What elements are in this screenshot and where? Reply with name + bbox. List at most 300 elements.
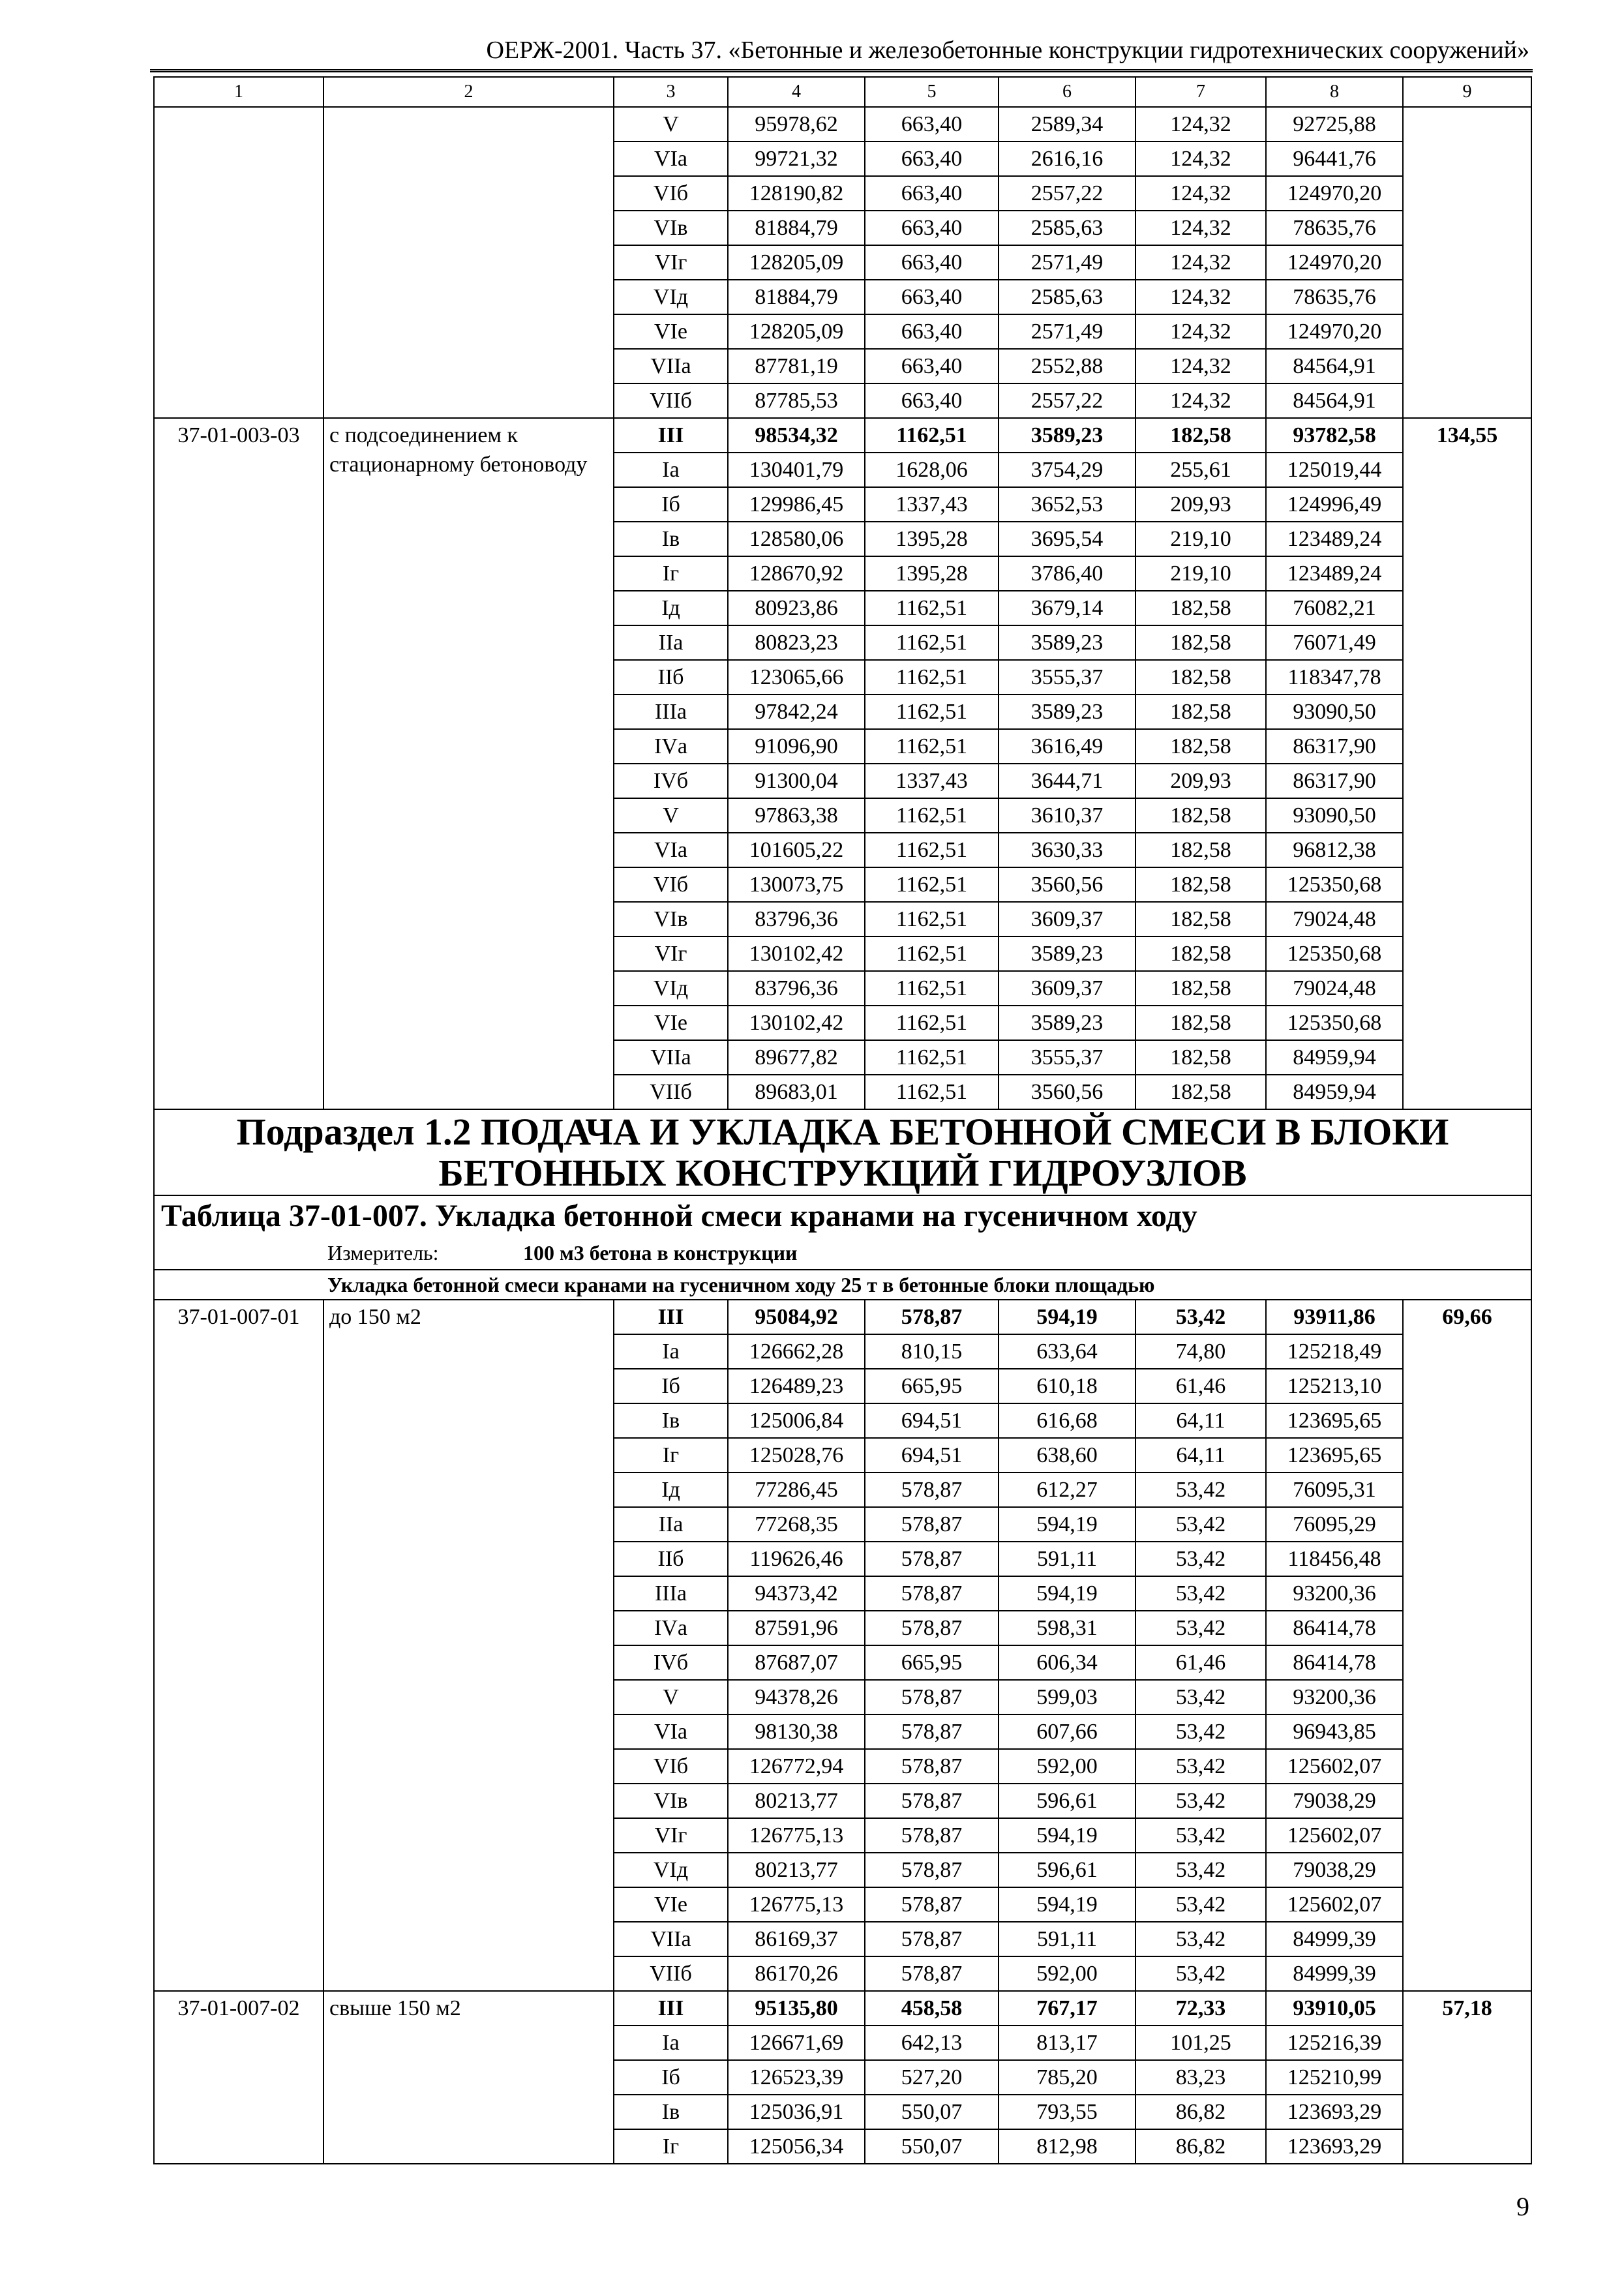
running-header: ОЕРЖ-2001. Часть 37. «Бетонные и железобетонные конструкции гидротехнических сооружений» bbox=[486, 37, 1529, 64]
value-cell: 125350,68 bbox=[1266, 867, 1403, 902]
value-cell: 86169,37 bbox=[728, 1922, 865, 1956]
item-code: 37-01-003-03 bbox=[154, 418, 323, 1109]
value-cell: 76095,29 bbox=[1266, 1507, 1403, 1542]
value-cell: 596,61 bbox=[999, 1784, 1135, 1818]
value-cell: 86317,90 bbox=[1266, 764, 1403, 798]
value-cell: 126489,23 bbox=[728, 1369, 865, 1403]
value-cell: 130073,75 bbox=[728, 867, 865, 902]
value-cell: 3589,23 bbox=[999, 418, 1135, 453]
value-cell: 89683,01 bbox=[728, 1075, 865, 1109]
value-cell: 93200,36 bbox=[1266, 1680, 1403, 1714]
table-row bbox=[154, 107, 1531, 142]
value-cell: 93090,50 bbox=[1266, 695, 1403, 729]
value-cell: 182,58 bbox=[1135, 660, 1266, 695]
value-cell: 1162,51 bbox=[865, 1006, 999, 1040]
value-cell: 578,87 bbox=[865, 1576, 999, 1611]
value-cell: 592,00 bbox=[999, 1956, 1135, 1991]
value-cell: 3609,37 bbox=[999, 971, 1135, 1006]
value-cell: 594,19 bbox=[999, 1300, 1135, 1334]
value-cell: 3555,37 bbox=[999, 1040, 1135, 1075]
value-cell: 76082,21 bbox=[1266, 591, 1403, 625]
value-cell: 182,58 bbox=[1135, 1040, 1266, 1075]
value-cell: 93911,86 bbox=[1266, 1300, 1403, 1334]
meter-line-row bbox=[154, 1236, 1531, 1270]
zone-cell: IIб bbox=[614, 660, 728, 695]
table-title-row bbox=[154, 1195, 1531, 1236]
value-cell: 84959,94 bbox=[1266, 1040, 1403, 1075]
zone-cell: III bbox=[614, 1991, 728, 2026]
value-cell: 79024,48 bbox=[1266, 971, 1403, 1006]
value-cell: 53,42 bbox=[1135, 1749, 1266, 1784]
value-cell: 78635,76 bbox=[1266, 211, 1403, 245]
value-cell: 182,58 bbox=[1135, 418, 1266, 453]
value-cell: 1162,51 bbox=[865, 867, 999, 902]
value-cell: 2616,16 bbox=[999, 142, 1135, 176]
value-cell: 578,87 bbox=[865, 1473, 999, 1507]
zone-cell: Iг bbox=[614, 2129, 728, 2164]
value-cell: 550,07 bbox=[865, 2129, 999, 2164]
column-number: 3 bbox=[614, 77, 728, 107]
zone-cell: VIа bbox=[614, 1714, 728, 1749]
value-cell: 87591,96 bbox=[728, 1611, 865, 1645]
value-cell: 812,98 bbox=[999, 2129, 1135, 2164]
value-cell: 2589,34 bbox=[999, 107, 1135, 142]
value-cell: 125006,84 bbox=[728, 1403, 865, 1438]
value-cell: 591,11 bbox=[999, 1542, 1135, 1576]
value-cell: 123489,24 bbox=[1266, 556, 1403, 591]
value-cell: 1162,51 bbox=[865, 936, 999, 971]
value-cell: 128205,09 bbox=[728, 314, 865, 349]
value-cell: 578,87 bbox=[865, 1714, 999, 1749]
value-cell: 663,40 bbox=[865, 383, 999, 418]
zone-cell: VIг bbox=[614, 936, 728, 971]
value-cell: 124,32 bbox=[1135, 176, 1266, 211]
zone-cell: VIIа bbox=[614, 1040, 728, 1075]
value-cell: 53,42 bbox=[1135, 1784, 1266, 1818]
value-cell: 1162,51 bbox=[865, 695, 999, 729]
value-cell: 124,32 bbox=[1135, 280, 1266, 314]
value-cell: 130102,42 bbox=[728, 1006, 865, 1040]
value-cell: 182,58 bbox=[1135, 591, 1266, 625]
value-cell: 642,13 bbox=[865, 2026, 999, 2060]
value-cell: 616,68 bbox=[999, 1403, 1135, 1438]
zone-cell: VIа bbox=[614, 142, 728, 176]
value-cell: 128205,09 bbox=[728, 245, 865, 280]
value-cell: 91300,04 bbox=[728, 764, 865, 798]
value-cell: 3754,29 bbox=[999, 453, 1135, 487]
value-cell: 594,19 bbox=[999, 1887, 1135, 1922]
value-cell: 3616,49 bbox=[999, 729, 1135, 764]
item-description bbox=[323, 107, 614, 418]
value-cell: 123489,24 bbox=[1266, 522, 1403, 556]
value-cell: 665,95 bbox=[865, 1369, 999, 1403]
value-cell: 81884,79 bbox=[728, 211, 865, 245]
value-cell: 97863,38 bbox=[728, 798, 865, 833]
item-code: 37-01-007-01 bbox=[154, 1300, 323, 1991]
zone-cell: IVа bbox=[614, 729, 728, 764]
value-cell: 578,87 bbox=[865, 1784, 999, 1818]
value-cell: 94373,42 bbox=[728, 1576, 865, 1611]
value-cell: 594,19 bbox=[999, 1576, 1135, 1611]
item-description: свыше 150 м2 bbox=[323, 1991, 614, 2164]
value-cell: 3630,33 bbox=[999, 833, 1135, 867]
value-cell: 53,42 bbox=[1135, 1576, 1266, 1611]
value-cell: 80823,23 bbox=[728, 625, 865, 660]
zone-cell: VIд bbox=[614, 971, 728, 1006]
value-cell: 578,87 bbox=[865, 1922, 999, 1956]
value-cell: 1162,51 bbox=[865, 660, 999, 695]
value-cell: 93910,05 bbox=[1266, 1991, 1403, 2026]
value-cell: 53,42 bbox=[1135, 1956, 1266, 1991]
value-cell: 124,32 bbox=[1135, 211, 1266, 245]
zone-cell: VIб bbox=[614, 1749, 728, 1784]
zone-cell: Iа bbox=[614, 453, 728, 487]
value-cell: 86,82 bbox=[1135, 2095, 1266, 2129]
value-cell: 1395,28 bbox=[865, 556, 999, 591]
value-cell: 130401,79 bbox=[728, 453, 865, 487]
section-title: Подраздел 1.2 ПОДАЧА И УКЛАДКА БЕТОННОЙ СМЕСИ В БЛОКИ БЕТОННЫХ КОНСТРУКЦИЙ ГИДРОУЗЛОВ bbox=[154, 1109, 1531, 1195]
value-cell: 182,58 bbox=[1135, 971, 1266, 1006]
zone-cell: Iг bbox=[614, 1438, 728, 1473]
zone-cell: IVб bbox=[614, 764, 728, 798]
page-number: 9 bbox=[1516, 2192, 1529, 2221]
value-cell: 578,87 bbox=[865, 1611, 999, 1645]
value-cell: 1162,51 bbox=[865, 1040, 999, 1075]
value-cell: 578,87 bbox=[865, 1300, 999, 1334]
value-cell: 1162,51 bbox=[865, 1075, 999, 1109]
value-cell: 2585,63 bbox=[999, 211, 1135, 245]
value-cell: 1162,51 bbox=[865, 625, 999, 660]
value-cell: 793,55 bbox=[999, 2095, 1135, 2129]
table-title: Таблица 37-01-007. Укладка бетонной смеси кранами на гусеничном ходу bbox=[154, 1195, 1531, 1236]
item-code: 37-01-007-02 bbox=[154, 1991, 323, 2164]
column-number: 6 bbox=[999, 77, 1135, 107]
value-cell: 123695,65 bbox=[1266, 1403, 1403, 1438]
value-cell: 96943,85 bbox=[1266, 1714, 1403, 1749]
value-cell: 458,58 bbox=[865, 1991, 999, 2026]
value-cell: 125602,07 bbox=[1266, 1749, 1403, 1784]
value-cell: 83796,36 bbox=[728, 902, 865, 936]
value-cell: 3555,37 bbox=[999, 660, 1135, 695]
value-cell: 1395,28 bbox=[865, 522, 999, 556]
value-cell: 578,87 bbox=[865, 1680, 999, 1714]
value-cell: 182,58 bbox=[1135, 1006, 1266, 1040]
value-cell: 1337,43 bbox=[865, 764, 999, 798]
value-cell: 77286,45 bbox=[728, 1473, 865, 1507]
value-cell: 96441,76 bbox=[1266, 142, 1403, 176]
value-cell: 125350,68 bbox=[1266, 936, 1403, 971]
value-cell: 124970,20 bbox=[1266, 245, 1403, 280]
value-cell: 598,31 bbox=[999, 1611, 1135, 1645]
labor-cost-cell: 69,66 bbox=[1403, 1300, 1531, 1991]
column-number: 8 bbox=[1266, 77, 1403, 107]
value-cell: 665,95 bbox=[865, 1645, 999, 1680]
zone-cell: VIе bbox=[614, 1006, 728, 1040]
value-cell: 596,61 bbox=[999, 1853, 1135, 1887]
zone-cell: Iб bbox=[614, 487, 728, 522]
value-cell: 124970,20 bbox=[1266, 314, 1403, 349]
value-cell: 578,87 bbox=[865, 1749, 999, 1784]
value-cell: 53,42 bbox=[1135, 1887, 1266, 1922]
value-cell: 785,20 bbox=[999, 2060, 1135, 2095]
value-cell: 93090,50 bbox=[1266, 798, 1403, 833]
labor-cost-cell bbox=[1403, 107, 1531, 418]
value-cell: 3679,14 bbox=[999, 591, 1135, 625]
value-cell: 2557,22 bbox=[999, 383, 1135, 418]
value-cell: 124,32 bbox=[1135, 107, 1266, 142]
value-cell: 95135,80 bbox=[728, 1991, 865, 2026]
value-cell: 3560,56 bbox=[999, 1075, 1135, 1109]
value-cell: 125350,68 bbox=[1266, 1006, 1403, 1040]
zone-cell: VIб bbox=[614, 867, 728, 902]
value-cell: 612,27 bbox=[999, 1473, 1135, 1507]
column-number: 1 bbox=[154, 77, 323, 107]
value-cell: 53,42 bbox=[1135, 1680, 1266, 1714]
value-cell: 578,87 bbox=[865, 1818, 999, 1853]
value-cell: 663,40 bbox=[865, 107, 999, 142]
value-cell: 813,17 bbox=[999, 2026, 1135, 2060]
value-cell: 79038,29 bbox=[1266, 1784, 1403, 1818]
value-cell: 83,23 bbox=[1135, 2060, 1266, 2095]
value-cell: 578,87 bbox=[865, 1887, 999, 1922]
value-cell: 84959,94 bbox=[1266, 1075, 1403, 1109]
value-cell: 578,87 bbox=[865, 1956, 999, 1991]
zone-cell: IVб bbox=[614, 1645, 728, 1680]
value-cell: 101,25 bbox=[1135, 2026, 1266, 2060]
value-cell: 810,15 bbox=[865, 1334, 999, 1369]
value-cell: 663,40 bbox=[865, 211, 999, 245]
value-cell: 87687,07 bbox=[728, 1645, 865, 1680]
value-cell: 182,58 bbox=[1135, 798, 1266, 833]
value-cell: 86414,78 bbox=[1266, 1645, 1403, 1680]
zone-cell: IIа bbox=[614, 1507, 728, 1542]
value-cell: 94378,26 bbox=[728, 1680, 865, 1714]
value-cell: 124996,49 bbox=[1266, 487, 1403, 522]
zone-cell: VIIа bbox=[614, 349, 728, 383]
value-cell: 663,40 bbox=[865, 176, 999, 211]
value-cell: 53,42 bbox=[1135, 1473, 1266, 1507]
value-cell: 97842,24 bbox=[728, 695, 865, 729]
column-number: 5 bbox=[865, 77, 999, 107]
column-number: 7 bbox=[1135, 77, 1266, 107]
value-cell: 128580,06 bbox=[728, 522, 865, 556]
value-cell: 125028,76 bbox=[728, 1438, 865, 1473]
value-cell: 125056,34 bbox=[728, 2129, 865, 2164]
zone-cell: VIд bbox=[614, 1853, 728, 1887]
value-cell: 527,20 bbox=[865, 2060, 999, 2095]
value-cell: 550,07 bbox=[865, 2095, 999, 2129]
zone-cell: VIIб bbox=[614, 1075, 728, 1109]
value-cell: 84999,39 bbox=[1266, 1922, 1403, 1956]
value-cell: 594,19 bbox=[999, 1818, 1135, 1853]
value-cell: 694,51 bbox=[865, 1438, 999, 1473]
value-cell: 182,58 bbox=[1135, 729, 1266, 764]
value-cell: 3695,54 bbox=[999, 522, 1135, 556]
value-cell: 101605,22 bbox=[728, 833, 865, 867]
zone-cell: IIIа bbox=[614, 695, 728, 729]
value-cell: 182,58 bbox=[1135, 833, 1266, 867]
value-cell: 93200,36 bbox=[1266, 1576, 1403, 1611]
item-description: с подсоединением к стационарному бетоноводу bbox=[323, 418, 614, 1109]
value-cell: 87781,19 bbox=[728, 349, 865, 383]
zone-cell: VIа bbox=[614, 833, 728, 867]
zone-cell: VIIб bbox=[614, 1956, 728, 1991]
value-cell: 3786,40 bbox=[999, 556, 1135, 591]
value-cell: 86414,78 bbox=[1266, 1611, 1403, 1645]
value-cell: 129986,45 bbox=[728, 487, 865, 522]
zone-cell: Iг bbox=[614, 556, 728, 591]
value-cell: 124,32 bbox=[1135, 314, 1266, 349]
value-cell: 53,42 bbox=[1135, 1714, 1266, 1749]
value-cell: 128190,82 bbox=[728, 176, 865, 211]
item-description: до 150 м2 bbox=[323, 1300, 614, 1991]
value-cell: 83796,36 bbox=[728, 971, 865, 1006]
value-cell: 126772,94 bbox=[728, 1749, 865, 1784]
value-cell: 3589,23 bbox=[999, 1006, 1135, 1040]
value-cell: 125213,10 bbox=[1266, 1369, 1403, 1403]
value-cell: 1162,51 bbox=[865, 833, 999, 867]
value-cell: 663,40 bbox=[865, 142, 999, 176]
value-cell: 606,34 bbox=[999, 1645, 1135, 1680]
value-cell: 219,10 bbox=[1135, 556, 1266, 591]
column-number: 4 bbox=[728, 77, 865, 107]
value-cell: 633,64 bbox=[999, 1334, 1135, 1369]
value-cell: 3609,37 bbox=[999, 902, 1135, 936]
value-cell: 95084,92 bbox=[728, 1300, 865, 1334]
meter-line bbox=[154, 1236, 1531, 1270]
zone-cell: VIIб bbox=[614, 383, 728, 418]
value-cell: 80213,77 bbox=[728, 1853, 865, 1887]
zone-cell: VIIа bbox=[614, 1922, 728, 1956]
zone-cell: V bbox=[614, 798, 728, 833]
meter-value: 100 м3 бетона в конструкции bbox=[523, 1241, 798, 1264]
zone-cell: Iа bbox=[614, 2026, 728, 2060]
value-cell: 3652,53 bbox=[999, 487, 1135, 522]
value-cell: 126671,69 bbox=[728, 2026, 865, 2060]
value-cell: 95978,62 bbox=[728, 107, 865, 142]
zone-cell: VIв bbox=[614, 211, 728, 245]
value-cell: 663,40 bbox=[865, 314, 999, 349]
value-cell: 84999,39 bbox=[1266, 1956, 1403, 1991]
value-cell: 607,66 bbox=[999, 1714, 1135, 1749]
value-cell: 125210,99 bbox=[1266, 2060, 1403, 2095]
value-cell: 209,93 bbox=[1135, 764, 1266, 798]
zone-cell: Iб bbox=[614, 1369, 728, 1403]
value-cell: 128670,92 bbox=[728, 556, 865, 591]
value-cell: 86,82 bbox=[1135, 2129, 1266, 2164]
value-cell: 53,42 bbox=[1135, 1300, 1266, 1334]
value-cell: 99721,32 bbox=[728, 142, 865, 176]
value-cell: 86170,26 bbox=[728, 1956, 865, 1991]
value-cell: 594,19 bbox=[999, 1507, 1135, 1542]
value-cell: 578,87 bbox=[865, 1542, 999, 1576]
value-cell: 53,42 bbox=[1135, 1922, 1266, 1956]
section-title-row bbox=[154, 1109, 1531, 1195]
value-cell: 2552,88 bbox=[999, 349, 1135, 383]
value-cell: 663,40 bbox=[865, 349, 999, 383]
value-cell: 578,87 bbox=[865, 1507, 999, 1542]
value-cell: 89677,82 bbox=[728, 1040, 865, 1075]
value-cell: 182,58 bbox=[1135, 936, 1266, 971]
labor-cost-cell: 134,55 bbox=[1403, 418, 1531, 1109]
value-cell: 1628,06 bbox=[865, 453, 999, 487]
value-cell: 76071,49 bbox=[1266, 625, 1403, 660]
value-cell: 1162,51 bbox=[865, 971, 999, 1006]
meter-label: Измеритель: bbox=[327, 1241, 439, 1264]
value-cell: 53,42 bbox=[1135, 1507, 1266, 1542]
value-cell: 81884,79 bbox=[728, 280, 865, 314]
zone-cell: Iв bbox=[614, 1403, 728, 1438]
value-cell: 53,42 bbox=[1135, 1818, 1266, 1853]
value-cell: 1162,51 bbox=[865, 418, 999, 453]
zone-cell: VIг bbox=[614, 245, 728, 280]
value-cell: 124970,20 bbox=[1266, 176, 1403, 211]
zone-cell: VIе bbox=[614, 1887, 728, 1922]
value-cell: 663,40 bbox=[865, 245, 999, 280]
value-cell: 79038,29 bbox=[1266, 1853, 1403, 1887]
value-cell: 87785,53 bbox=[728, 383, 865, 418]
value-cell: 72,33 bbox=[1135, 1991, 1266, 2026]
value-cell: 610,18 bbox=[999, 1369, 1135, 1403]
value-cell: 124,32 bbox=[1135, 245, 1266, 280]
value-cell: 80923,86 bbox=[728, 591, 865, 625]
value-cell: 118456,48 bbox=[1266, 1542, 1403, 1576]
value-cell: 126775,13 bbox=[728, 1818, 865, 1853]
value-cell: 119626,46 bbox=[728, 1542, 865, 1576]
value-cell: 125216,39 bbox=[1266, 2026, 1403, 2060]
value-cell: 84564,91 bbox=[1266, 349, 1403, 383]
zone-cell: IIа bbox=[614, 625, 728, 660]
value-cell: 53,42 bbox=[1135, 1853, 1266, 1887]
value-cell: 2571,49 bbox=[999, 245, 1135, 280]
value-cell: 1337,43 bbox=[865, 487, 999, 522]
value-cell: 209,93 bbox=[1135, 487, 1266, 522]
value-cell: 182,58 bbox=[1135, 1075, 1266, 1109]
value-cell: 80213,77 bbox=[728, 1784, 865, 1818]
value-cell: 125218,49 bbox=[1266, 1334, 1403, 1369]
value-cell: 592,00 bbox=[999, 1749, 1135, 1784]
value-cell: 64,11 bbox=[1135, 1403, 1266, 1438]
value-cell: 84564,91 bbox=[1266, 383, 1403, 418]
column-number: 2 bbox=[323, 77, 614, 107]
value-cell: 125019,44 bbox=[1266, 453, 1403, 487]
value-cell: 53,42 bbox=[1135, 1611, 1266, 1645]
table-subheader: Укладка бетонной смеси кранами на гусеничном ходу 25 т в бетонные блоки площадью bbox=[154, 1270, 1531, 1300]
value-cell: 3589,23 bbox=[999, 695, 1135, 729]
value-cell: 126662,28 bbox=[728, 1334, 865, 1369]
value-cell: 767,17 bbox=[999, 1991, 1135, 2026]
value-cell: 663,40 bbox=[865, 280, 999, 314]
value-cell: 130102,42 bbox=[728, 936, 865, 971]
value-cell: 3644,71 bbox=[999, 764, 1135, 798]
value-cell: 3589,23 bbox=[999, 625, 1135, 660]
value-cell: 93782,58 bbox=[1266, 418, 1403, 453]
zone-cell: VIв bbox=[614, 902, 728, 936]
value-cell: 125602,07 bbox=[1266, 1818, 1403, 1853]
column-number-row bbox=[154, 77, 1531, 107]
value-cell: 124,32 bbox=[1135, 383, 1266, 418]
value-cell: 182,58 bbox=[1135, 695, 1266, 729]
zone-cell: V bbox=[614, 1680, 728, 1714]
value-cell: 96812,38 bbox=[1266, 833, 1403, 867]
labor-cost-cell: 57,18 bbox=[1403, 1991, 1531, 2164]
table-row bbox=[154, 418, 1531, 453]
value-cell: 219,10 bbox=[1135, 522, 1266, 556]
value-cell: 3589,23 bbox=[999, 936, 1135, 971]
value-cell: 77268,35 bbox=[728, 1507, 865, 1542]
zone-cell: Iв bbox=[614, 2095, 728, 2129]
value-cell: 91096,90 bbox=[728, 729, 865, 764]
